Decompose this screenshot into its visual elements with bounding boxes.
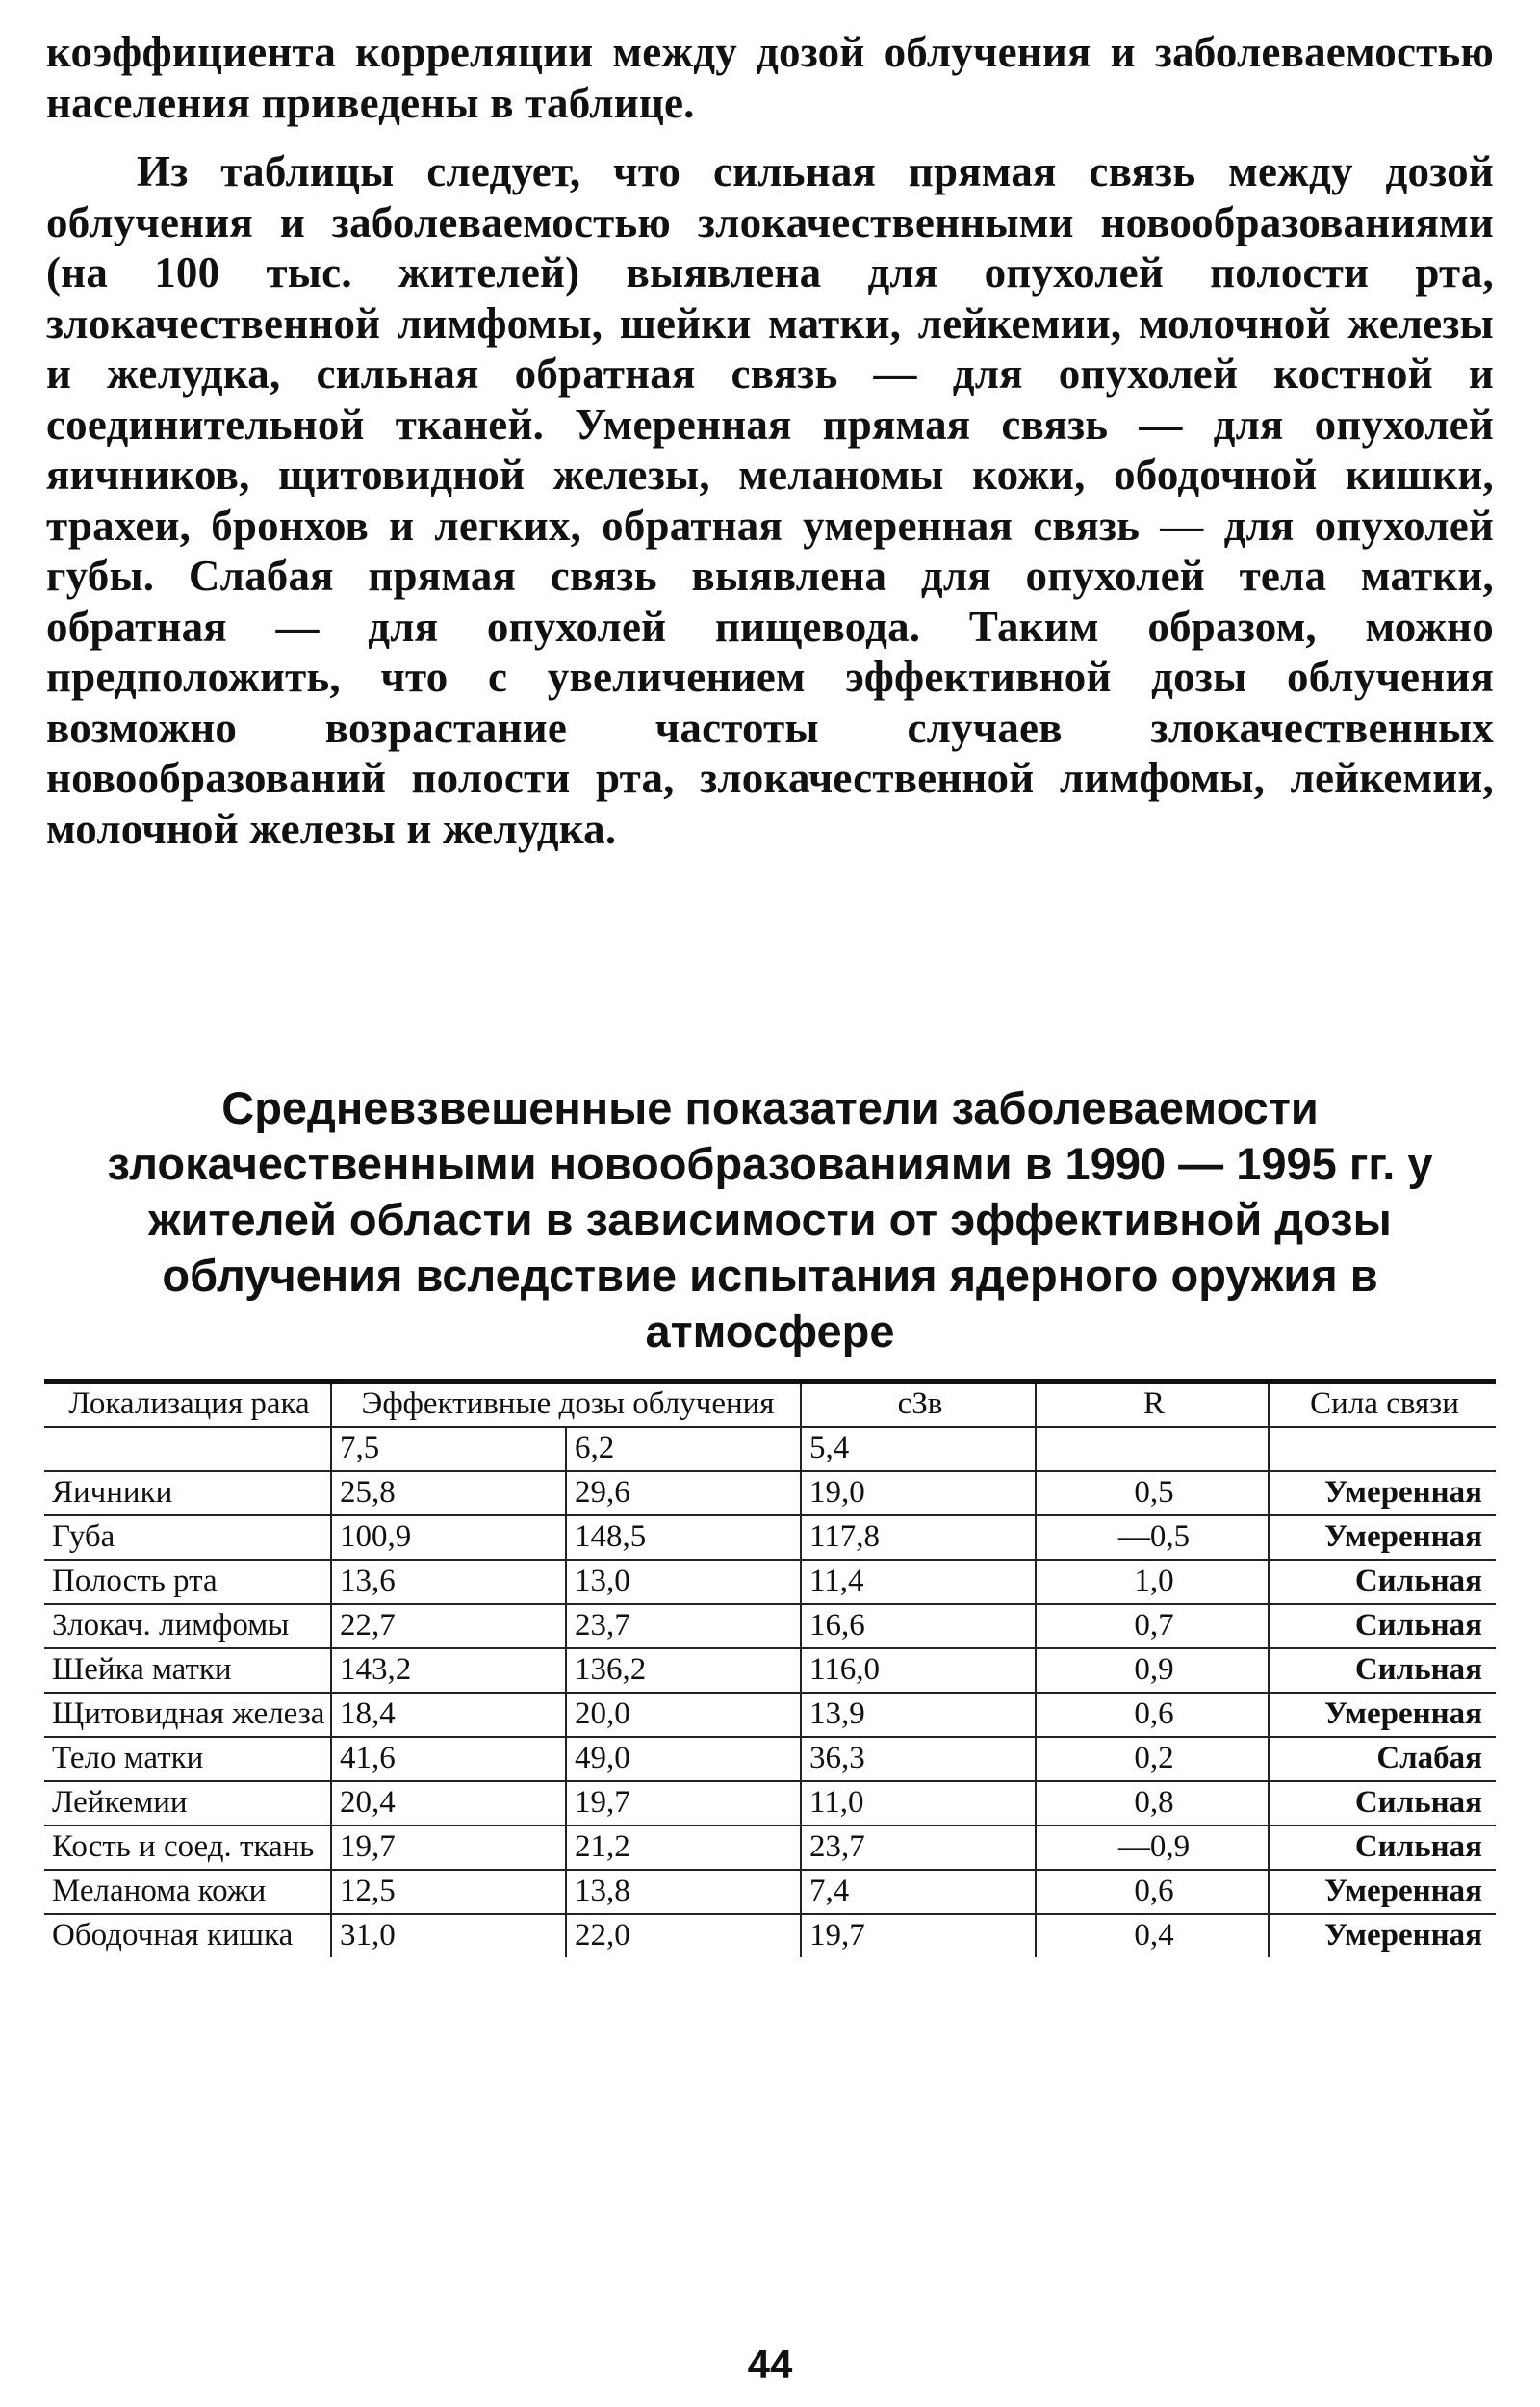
cell-dose-1: 100,9	[331, 1515, 566, 1560]
cell-localization: Полость рта	[44, 1560, 331, 1604]
cell-dose-1: 22,7	[331, 1604, 566, 1648]
cell-strength: Слабая	[1269, 1737, 1496, 1781]
table-row	[44, 1693, 1496, 1737]
cell-dose-2: 22,0	[566, 1914, 801, 1957]
cell-localization: Ободочная кишка	[52, 1918, 294, 1953]
cell-dose-2: 23,7	[566, 1604, 801, 1648]
dose-levels-row	[44, 1427, 1496, 1471]
dose-levels-empty-cell	[44, 1427, 331, 1471]
cell-strength: Умеренная	[1269, 1471, 1496, 1515]
cell-dose-1: 31,0	[331, 1914, 566, 1957]
cell-r: 0,5	[1036, 1471, 1269, 1515]
cell-dose-1: 25,8	[331, 1471, 566, 1515]
paragraph-intro: коэффициента корреляции между дозой облучения и заболеваемостью населения приведены в таблице.	[46, 28, 1494, 127]
cell-dose-3: 19,7	[801, 1914, 1036, 1957]
cell-dose-2: 49,0	[566, 1737, 801, 1781]
table-row	[44, 1648, 1496, 1693]
cell-strength: Сильная	[1269, 1825, 1496, 1870]
cell-dose-3: 11,0	[801, 1781, 1036, 1825]
cell-dose-3: 7,4	[801, 1870, 1036, 1914]
cell-strength: Сильная	[1269, 1648, 1496, 1693]
cell-dose-3: 11,4	[801, 1560, 1036, 1604]
cell-r: 0,6	[1036, 1870, 1269, 1914]
cell-dose-1: 143,2	[331, 1648, 566, 1693]
cell-dose-3: 19,0	[801, 1471, 1036, 1515]
cell-strength: Умеренная	[1269, 1693, 1496, 1737]
cell-dose-3: 23,7	[801, 1825, 1036, 1870]
cell-dose-3: 117,8	[801, 1515, 1036, 1560]
table-row	[44, 1825, 1496, 1870]
cell-dose-1: 13,6	[331, 1560, 566, 1604]
cell-strength: Сильная	[1269, 1604, 1496, 1648]
table-title: Средневзвешенные показатели заболеваемости злокачественными новообразованиями в 1990 — 1995 гг. у жителей области в зависимости от эффективной дозы облучения вследствие испытания ядерного оружия в атмосфере	[107, 1082, 1433, 1357]
cell-r: —0,5	[1036, 1515, 1269, 1560]
cell-dose-3: 16,6	[801, 1604, 1036, 1648]
paragraph-findings: Из таблицы следует, что сильная прямая связь между дозой облучения и заболеваемостью злокачественными новообразованиями (на 100 тыс. жителей) выявлена для опухолей полости рта, злокачественной лимфомы, шейки матки, лейкемии, молочной железы и желудка, сильная обратная связь — для опухолей костной и соединительной тканей. Умеренная прямая связь — для опухолей яичников, щитовидной железы, меланомы кожи, ободочной кишки, трахеи, бронхов и легких, обратная умеренная связь — для опухолей губы. Слабая прямая связь выявлена для опухолей тела матки, обратная — для опухолей пищевода. Таким образом, можно предположить, что с увеличением эффективной дозы облучения возможно возрастание частоты случаев злокачественных новообразований полости рта, злокачественной лимфомы, лейкемии, молочной железы и желудка.	[46, 147, 1494, 853]
cell-dose-2: 148,5	[566, 1515, 801, 1560]
table-row	[44, 1914, 1496, 1957]
table-row	[44, 1515, 1496, 1560]
cell-localization: Шейка матки	[44, 1648, 331, 1693]
cell-r: 0,7	[1036, 1604, 1269, 1648]
cell-localization: Губа	[44, 1515, 331, 1560]
header-unit: сЗв	[801, 1382, 1036, 1428]
cell-localization: Лейкемии	[44, 1781, 331, 1825]
cell-localization: Кость и соед. ткань	[44, 1825, 331, 1870]
cell-dose-3: 36,3	[801, 1737, 1036, 1781]
dose-level-2: 6,2	[566, 1427, 801, 1471]
header-strength: Сила связи	[1269, 1382, 1496, 1428]
cell-dose-1: 41,6	[331, 1737, 566, 1781]
cell-r: 0,2	[1036, 1737, 1269, 1781]
header-localization: Локализация рака	[44, 1382, 331, 1428]
cell-dose-2: 136,2	[566, 1648, 801, 1693]
table-row	[44, 1471, 1496, 1515]
cell-strength: Умеренная	[1269, 1515, 1496, 1560]
cell-r: 1,0	[1036, 1560, 1269, 1604]
cell-strength: Умеренная	[1269, 1914, 1496, 1957]
cell-localization: Яичники	[44, 1471, 331, 1515]
header-r: R	[1036, 1382, 1269, 1428]
cell-localization: Меланома кожи	[44, 1870, 331, 1914]
cell-dose-2: 21,2	[566, 1825, 801, 1870]
cell-dose-2: 20,0	[566, 1693, 801, 1737]
cell-dose-1: 19,7	[331, 1825, 566, 1870]
header-doses: Эффективные дозы облучения	[331, 1382, 801, 1428]
dose-levels-empty-strength	[1269, 1427, 1496, 1471]
cell-dose-2: 29,6	[566, 1471, 801, 1515]
cell-r: 0,6	[1036, 1693, 1269, 1737]
cell-strength: Сильная	[1269, 1781, 1496, 1825]
cell-dose-2: 13,0	[566, 1560, 801, 1604]
cell-strength: Умеренная	[1269, 1870, 1496, 1914]
cell-r: —0,9	[1036, 1825, 1269, 1870]
table-row	[44, 1737, 1496, 1781]
page-number: 44	[747, 2342, 793, 2387]
cell-dose-1: 20,4	[331, 1781, 566, 1825]
cell-dose-3: 116,0	[801, 1648, 1036, 1693]
cell-dose-1: 12,5	[331, 1870, 566, 1914]
cell-dose-2: 13,8	[566, 1870, 801, 1914]
cell-dose-3: 13,9	[801, 1693, 1036, 1737]
table-row	[44, 1560, 1496, 1604]
cell-localization: Щитовидная железа	[44, 1693, 331, 1737]
dose-level-1: 7,5	[331, 1427, 566, 1471]
table-row	[44, 1781, 1496, 1825]
cell-r: 0,9	[1036, 1648, 1269, 1693]
cell-r: 0,8	[1036, 1781, 1269, 1825]
table-header-row	[44, 1382, 1496, 1428]
cell-dose-2: 19,7	[566, 1781, 801, 1825]
table-row	[44, 1870, 1496, 1914]
dose-levels-empty-r	[1036, 1427, 1269, 1471]
dose-level-3: 5,4	[801, 1427, 1036, 1471]
cell-localization: Злокач. лимфомы	[44, 1604, 331, 1648]
cell-localization: Тело матки	[44, 1737, 331, 1781]
cell-dose-1: 18,4	[331, 1693, 566, 1737]
cell-strength: Сильная	[1269, 1560, 1496, 1604]
incidence-table	[44, 1379, 1496, 1957]
table-row	[44, 1604, 1496, 1648]
cell-r: 0,4	[1036, 1914, 1269, 1957]
